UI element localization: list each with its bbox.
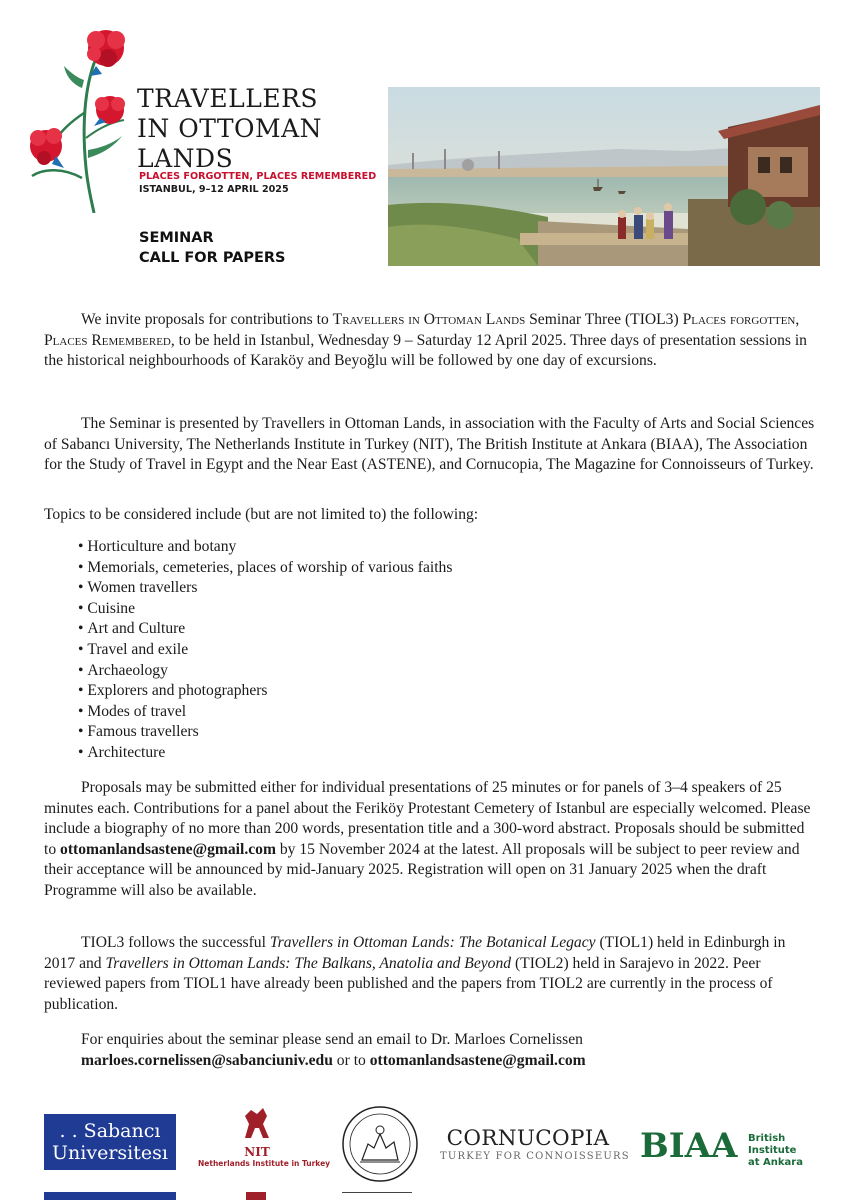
nit-wordmark: NIT (244, 1145, 270, 1159)
logo-title (137, 84, 377, 174)
logo-title-line: TRAVELLERS (137, 84, 319, 113)
publication-title: Travellers in Ottoman Lands: The Botanical Legacy (269, 934, 596, 951)
list-item: • Horticulture and botany (78, 537, 452, 558)
list-item: • Architecture (78, 743, 452, 764)
nit-logo (198, 1106, 331, 1174)
carnation-flower-left (30, 128, 64, 168)
list-item: • Women travellers (78, 578, 452, 599)
biaa-full-name (748, 1133, 803, 1169)
list-item: • Cuisine (78, 599, 452, 620)
cornucopia-wordmark: CORNUCOPIA (446, 1126, 610, 1151)
biaa-sub-line: Institute (748, 1145, 797, 1156)
biaa-logo (640, 1128, 737, 1164)
griffin-icon (237, 1106, 277, 1140)
seminar-theme: Places forgotten, Places Remembered (44, 311, 800, 349)
istanbul-panorama-painting (388, 87, 820, 266)
sabanci-university-logo (44, 1114, 176, 1170)
proposals-paragraph (44, 778, 820, 902)
text-run: TIOL3 follows the successful (81, 934, 270, 951)
partial-logo (246, 1192, 266, 1200)
list-item: • Archaeology (78, 661, 452, 682)
contact-email-link[interactable]: ottomanlandsastene@gmail.com (369, 1051, 586, 1069)
call-for-papers-label: CALL FOR PAPERS (139, 250, 286, 266)
list-item: • Travel and exile (78, 640, 452, 661)
biaa-wordmark: BIAA (640, 1126, 738, 1166)
logo-text: Universitesı (52, 1142, 168, 1164)
biaa-sub-line: British (748, 1133, 786, 1144)
topics-intro-text: Topics to be considered include (but are not limited to) the following: (44, 506, 479, 523)
seminar-label: SEMINAR (139, 230, 214, 246)
section-heading (139, 228, 286, 268)
text-run: (TIOL2) held in Sarajevo in 2022. Peer reviewed papers from TIOL1 have already been published and the papers from TIOL2 are currently in the process of publication. (44, 954, 773, 1013)
text-run: (TIOL1) held in Edinburgh in 2017 and (44, 934, 786, 972)
carnation-flower-top (87, 30, 125, 67)
astene-seal-logo (340, 1104, 420, 1184)
list-item: • Art and Culture (78, 619, 452, 640)
list-item: • Famous travellers (78, 722, 452, 743)
enquiries-text: For enquiries about the seminar please send an email to Dr. Marloes Cornelissen (81, 1031, 583, 1048)
topics-intro (44, 505, 820, 526)
carnation-illustration (24, 18, 144, 213)
presented-text: The Seminar is presented by Travellers in Ottoman Lands, in association with the Faculty of Arts and Social Sciences of Sabancı University, The Netherlands Institute in Turkey (NIT), The British Institute at Ankara (BIAA), The Association for the Study of Travel in Egypt and the Near East (ASTENE), and Cornucopia, The Magazine for Connoisseurs of Turkey. (44, 415, 815, 474)
list-item: • Memorials, cemeteries, places of worship of various faiths (78, 558, 452, 579)
cornucopia-tagline: TURKEY FOR CONNOISSEURS (440, 1151, 630, 1162)
text-run: We invite proposals for contributions to (81, 311, 333, 328)
cornucopia-logo (440, 1126, 630, 1162)
text-run: by 15 November 2024 at the latest. All proposals will be subject to peer review and their acceptance will be announced by mid-January 2025. Registration will open on 31 January 2025 when the draft Programme will also be available. (44, 840, 800, 899)
logo-subtitle: PLACES FORGOTTEN, PLACES REMEMBERED (139, 171, 377, 182)
text-run: , to be held in Istanbul, Wednesday 9 – Saturday 12 April 2025. Three days of presentation sessions in the historical neighbourhoods of Karaköy and Beyoğlu will be followed by one day of excursions. (44, 331, 807, 370)
logo-date: ISTANBUL, 9–12 APRIL 2025 (139, 184, 289, 195)
contact-email-link[interactable]: marloes.cornelissen@sabanciuniv.edu (81, 1051, 333, 1069)
presented-paragraph (44, 414, 820, 476)
partial-logo (342, 1192, 412, 1200)
submission-email-link[interactable]: ottomanlandsastene@gmail.com (60, 840, 276, 858)
list-item: • Modes of travel (78, 702, 452, 723)
text-run: Proposals may be submitted either for individual presentations of 25 minutes or for panels of 3–4 speakers of 25 minutes each. Contributions for a panel about the Feriköy Protestant Cemetery of Istanbul are especially welcomed. Please include a biography of no more than 200 words, presentation title and a 300-word abstract. Proposals should be submitted to (44, 779, 811, 858)
text-run: or to (332, 1051, 370, 1069)
logo-title-line: IN OTTOMAN (137, 114, 323, 143)
publication-title: Travellers in Ottoman Lands: The Balkans, Anatolia and Beyond (105, 954, 512, 972)
topics-list (78, 537, 452, 764)
event-name: Travellers in Ottoman Lands (332, 311, 526, 328)
logo-title-line: LANDS (137, 144, 234, 173)
partial-logo (44, 1192, 176, 1200)
logo-text: . . Sabancı (59, 1120, 161, 1142)
follows-paragraph (44, 933, 820, 1015)
nit-full-name: Netherlands Institute in Turkey (198, 1159, 331, 1168)
list-item: • Explorers and photographers (78, 681, 452, 702)
intro-paragraph (44, 310, 820, 372)
enquiries-paragraph (44, 1030, 820, 1071)
text-run: Seminar Three (TIOL3) (525, 311, 683, 328)
biaa-sub-line: at Ankara (748, 1157, 803, 1168)
